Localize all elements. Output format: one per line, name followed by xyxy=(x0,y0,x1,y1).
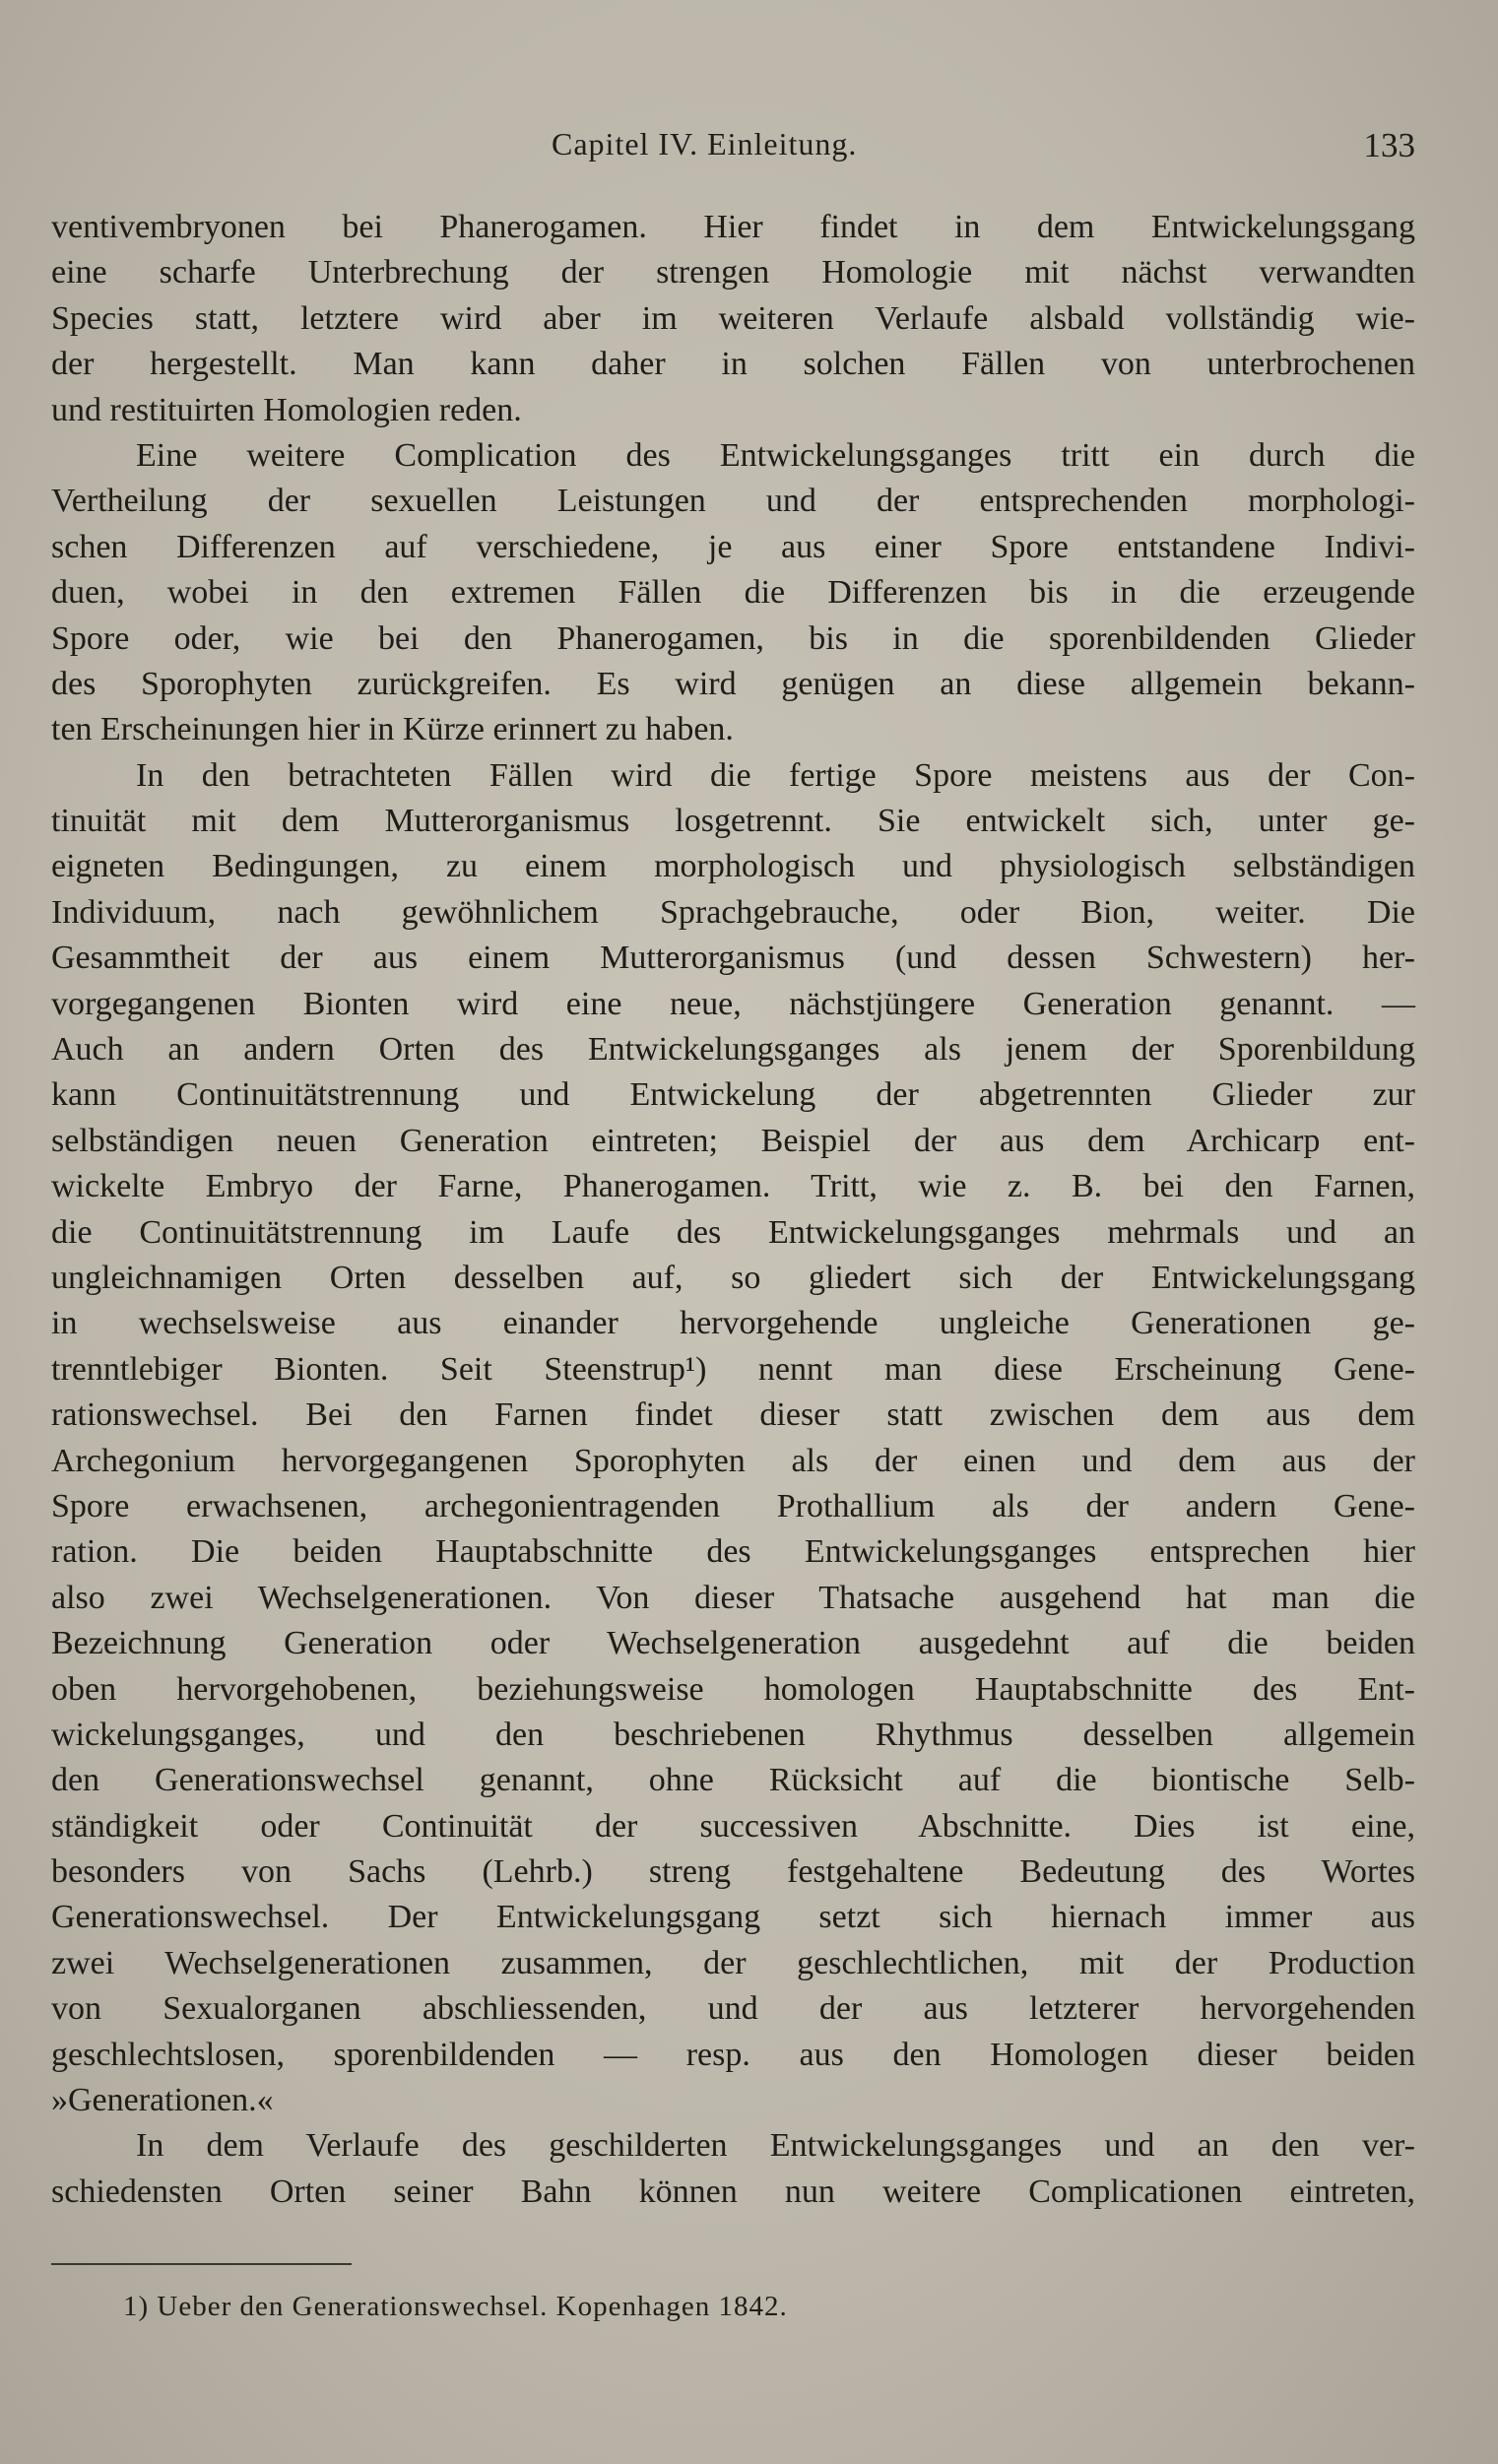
text-line: die Continuitätstrennung im Laufe des Entwickelungsganges mehrmals und an xyxy=(51,1213,1415,1251)
text-line: Auch an andern Orten des Entwickelungsganges als jenem der Sporenbildung xyxy=(51,1031,1415,1069)
text-line: Vertheilung der sexuellen Leistungen und der entsprechenden morphologi- xyxy=(51,483,1415,520)
text-line: vorgegangenen Bionten wird eine neue, nächstjüngere Generation genannt. — xyxy=(51,985,1415,1022)
text-line: und restituirten Homologien reden. xyxy=(51,391,522,428)
text-line: tinuität mit dem Mutterorganismus losgetrennt. Sie entwickelt sich, unter ge- xyxy=(51,803,1415,840)
footnote-divider xyxy=(51,2263,352,2265)
text-line: wickelte Embryo der Farne, Phanerogamen. Tritt, wie z. B. bei den Farnen, xyxy=(51,1168,1415,1205)
page-header xyxy=(51,126,1415,175)
text-line: oben hervorgehobenen, beziehungsweise homologen Hauptabschnitte des Ent- xyxy=(51,1670,1415,1708)
body-text xyxy=(51,205,1415,2215)
footnote: 1) Ueber den Generationswechsel. Kopenhagen 1842. xyxy=(123,2291,788,2322)
text-line: In dem Verlaufe des geschilderten Entwickelungsganges und an den ver- xyxy=(136,2127,1415,2165)
text-line: Species statt, letztere wird aber im weiteren Verlaufe alsbald vollständig wie- xyxy=(51,299,1415,337)
page-number: 133 xyxy=(1363,126,1415,164)
text-line: rationswechsel. Bei den Farnen findet dieser statt zwischen dem aus dem xyxy=(51,1396,1415,1434)
text-line: besonders von Sachs (Lehrb.) streng festgehaltene Bedeutung des Wortes xyxy=(51,1853,1415,1891)
text-line: eine scharfe Unterbrechung der strengen Homologie mit nächst verwandten xyxy=(51,254,1415,292)
text-line: Spore oder, wie bei den Phanerogamen, bis in die sporenbildenden Glieder xyxy=(51,619,1415,657)
text-line: Eine weitere Complication des Entwickelungsganges tritt ein durch die xyxy=(136,436,1415,474)
text-line: kann Continuitätstrennung und Entwickelung der abgetrennten Glieder zur xyxy=(51,1076,1415,1114)
text-line: Bezeichnung Generation oder Wechselgeneration ausgedehnt auf die beiden xyxy=(51,1625,1415,1662)
text-line: trenntlebiger Bionten. Seit Steenstrup¹) nennt man diese Erscheinung Gene- xyxy=(51,1350,1415,1388)
text-line: wickelungsganges, und den beschriebenen Rhythmus desselben allgemein xyxy=(51,1716,1415,1753)
text-line: also zwei Wechselgenerationen. Von dieser Thatsache ausgehend hat man die xyxy=(51,1579,1415,1616)
text-line: zwei Wechselgenerationen zusammen, der geschlechtlichen, mit der Production xyxy=(51,1944,1415,1981)
text-line: ration. Die beiden Hauptabschnitte des Entwickelungsganges entsprechen hier xyxy=(51,1533,1415,1571)
text-line: Spore erwachsenen, archegonientragenden Prothallium als der andern Gene- xyxy=(51,1487,1415,1524)
text-line: ten Erscheinungen hier in Kürze erinnert zu haben. xyxy=(51,711,734,748)
text-line: duen, wobei in den extremen Fällen die Differenzen bis in die erzeugende xyxy=(51,574,1415,612)
text-line: Archegonium hervorgegangenen Sporophyten als der einen und dem aus der xyxy=(51,1442,1415,1479)
text-line: des Sporophyten zurückgreifen. Es wird genügen an diese allgemein bekann- xyxy=(51,665,1415,702)
text-line: Generationswechsel. Der Entwickelungsgang setzt sich hiernach immer aus xyxy=(51,1899,1415,1936)
text-line: Gesammtheit der aus einem Mutterorganismus (und dessen Schwestern) her- xyxy=(51,940,1415,977)
text-line: schiedensten Orten seiner Bahn können nun weitere Complicationen eintreten, xyxy=(51,2172,1415,2210)
text-line: ständigkeit oder Continuität der successiven Abschnitte. Dies ist eine, xyxy=(51,1807,1415,1845)
text-line: Individuum, nach gewöhnlichem Sprachgebrauche, oder Bion, weiter. Die xyxy=(51,893,1415,931)
text-line: den Generationswechsel genannt, ohne Rücksicht auf die biontische Selb- xyxy=(51,1762,1415,1799)
text-line: in wechselsweise aus einander hervorgehende ungleiche Generationen ge- xyxy=(51,1305,1415,1342)
text-line: der hergestellt. Man kann daher in solchen Fällen von unterbrochenen xyxy=(51,346,1415,383)
text-line: ventivembryonen bei Phanerogamen. Hier findet in dem Entwickelungsgang xyxy=(51,209,1415,245)
text-line: von Sexualorganen abschliessenden, und der aus letzterer hervorgehenden xyxy=(51,1990,1415,2028)
text-line: In den betrachteten Fällen wird die fertige Spore meistens aus der Con- xyxy=(136,756,1415,794)
text-line: schen Differenzen auf verschiedene, je aus einer Spore entstandene Indivi- xyxy=(51,528,1415,565)
text-line: selbständigen neuen Generation eintreten; Beispiel der aus dem Archicarp ent- xyxy=(51,1122,1415,1159)
text-line: eigneten Bedingungen, zu einem morphologisch und physiologisch selbständigen xyxy=(51,848,1415,885)
text-line: ungleichnamigen Orten desselben auf, so gliedert sich der Entwickelungsgang xyxy=(51,1259,1415,1296)
text-line: »Generationen.« xyxy=(51,2082,274,2119)
running-head: Capitel IV. Einleitung. xyxy=(552,126,858,162)
text-line: geschlechtslosen, sporenbildenden — resp. aus den Homologen dieser beiden xyxy=(51,2036,1415,2073)
